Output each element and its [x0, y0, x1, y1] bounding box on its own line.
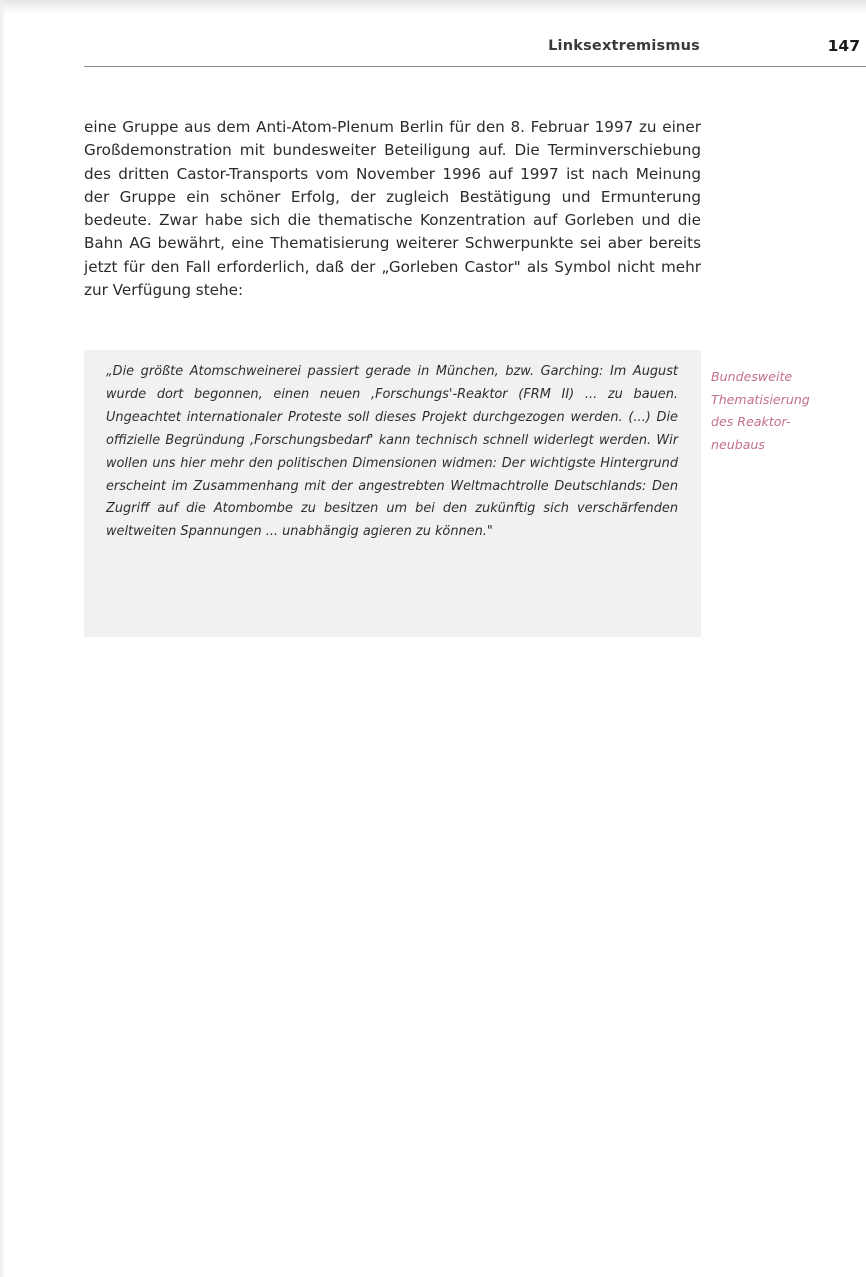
page-header	[84, 36, 866, 67]
running-title: Linksextremismus	[548, 38, 700, 54]
page-number: 147	[827, 37, 860, 55]
scan-top-shadow	[0, 0, 866, 14]
margin-note-line: des Reaktor-	[711, 414, 791, 429]
margin-note-line: neubaus	[711, 436, 765, 452]
margin-note-line: Thematisierung	[711, 391, 810, 407]
body-paragraph: eine Gruppe aus dem Anti-Atom-Plenum Berlin für den 8. Februar 1997 zu einer Großdemonstration mit bundesweiter Beteiligung auf. Die Terminverschiebung des dritten Castor-Transports vom November 1996 auf 1997 ist nach Meinung der Gruppe ein schöner Erfolg, der zugleich Bestätigung und Ermunterung bedeute. Zwar habe sich die thematische Konzentration auf Gorleben und die Bahn AG bewährt, eine Thematisierung weiterer Schwerpunkte sei aber bereits jetzt für den Fall erforderlich, daß der „Gorleben Castor" als Symbol nicht mehr zur Verfügung stehe:	[84, 118, 701, 300]
margin-note	[711, 366, 851, 456]
quote-box	[84, 350, 701, 637]
margin-note-line: Bundesweite	[711, 369, 793, 384]
scan-left-shadow	[0, 0, 6, 1277]
quote-text: „Die größte Atomschweinerei passiert gerade in München, bzw. Garching: Im August wurde dort begonnen, einen neuen ‚Forschungs'-Reaktor (FRM II) ... zu bauen. Ungeachtet internationaler Proteste soll dieses Projekt durchgezogen werden. (...) Die offizielle Begründung ‚Forschungsbedarf' kann technisch schnell widerlegt werden. Wir wollen uns hier mehr den politischen Dimensionen widmen: Der wichtigste Hintergrund erscheint im Zusammenhang mit der angestrebten Weltmachtrolle Deutschlands: Den Zugriff auf die Atombombe zu besitzen um bei den zukünftig sich verschärfenden weltweiten Spannungen ... unabhängig agieren zu können."	[106, 364, 678, 540]
